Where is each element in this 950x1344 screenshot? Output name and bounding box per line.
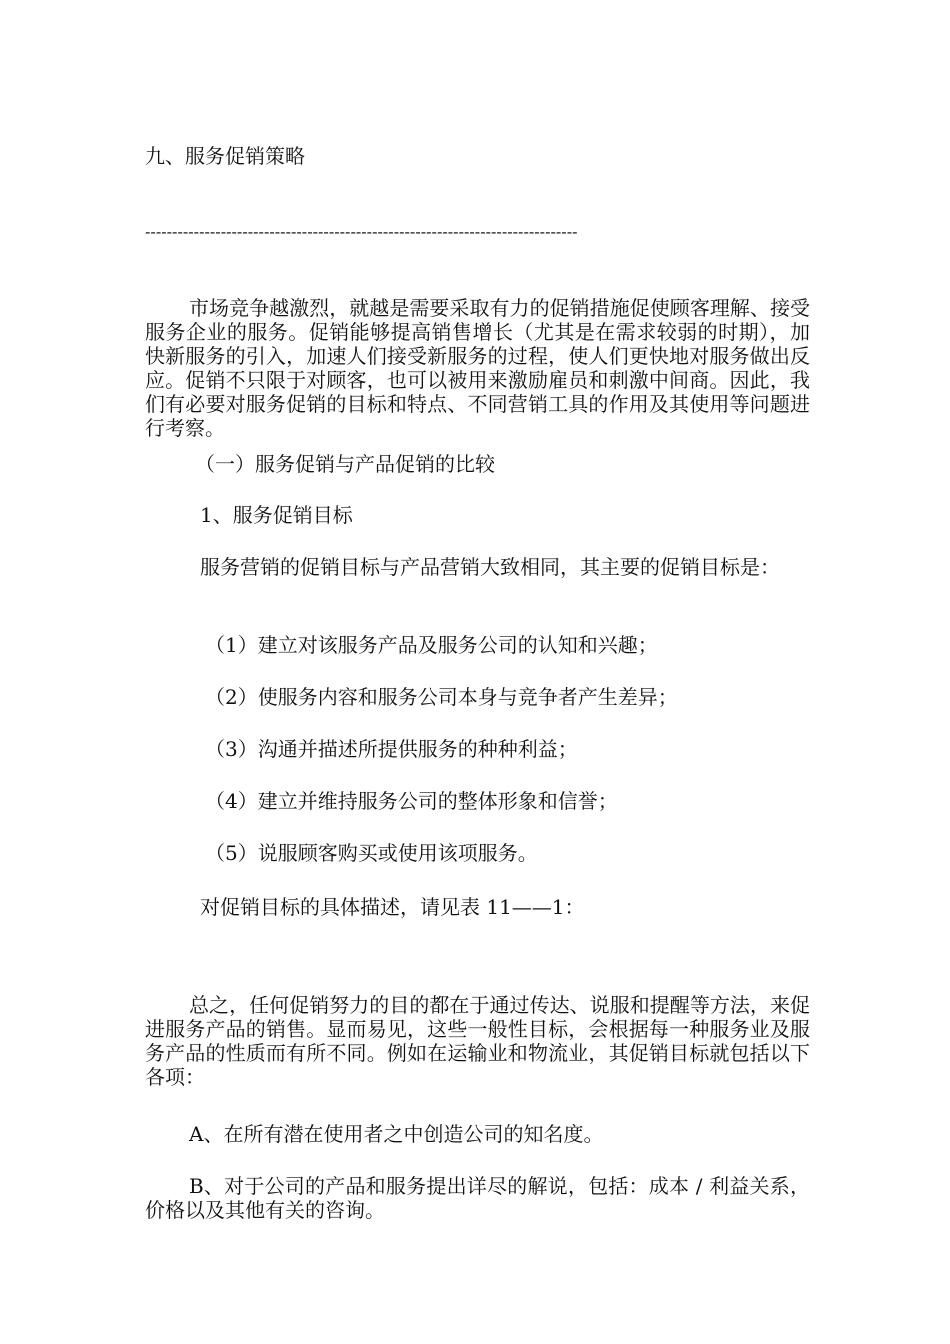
goal-item-5: （5）说服顾客购买或使用该项服务。 <box>205 841 538 865</box>
goal-item-3: （3）沟通并描述所提供服务的种种利益； <box>205 737 578 761</box>
divider-line: -------------------------------------------------------------------------------- <box>145 222 578 241</box>
intro-paragraph: 市场竞争越激烈，就越是需要采取有力的促销措施促使顾客理解、接受服务企业的服务。促销能够提高销售增长（尤其是在需求较弱的时期），加快新服务的引入，加速人们接受新服务的过程，使人们更快地对服务做出反应。促销不只限于对顾客，也可以被用来激励雇员和刺激中间商。因此，我们有必要对服务促销的目标和特点、不同营销工具的作用及其使用等问题进行考察。 <box>145 296 810 440</box>
goal-item-4: （4）建立并维持服务公司的整体形象和信誉； <box>205 789 618 813</box>
goal-item-1: （1）建立对该服务产品及服务公司的认知和兴趣； <box>205 633 658 657</box>
goals-intro-paragraph: 服务营销的促销目标与产品营销大致相同，其主要的促销目标是： <box>200 555 780 579</box>
goal-item-2: （2）使服务内容和服务公司本身与竞争者产生差异； <box>205 685 678 709</box>
summary-paragraph: 总之，任何促销努力的目的都在于通过传达、说服和提醒等方法，来促进服务产品的销售。显而易见，这些一般性目标，会根据每一种服务业及服务产品的性质而有所不同。例如在运输业和物流业，其促销目标就包括以下各项： <box>145 993 810 1089</box>
section-heading: 九、服务促销策略 <box>145 144 305 168</box>
goal-heading: 1、服务促销目标 <box>200 503 353 527</box>
list-item-a: A、在所有潜在使用者之中创造公司的知名度。 <box>189 1122 604 1146</box>
subsection-heading-1: （一）服务促销与产品促销的比较 <box>195 452 495 476</box>
table-reference: 对促销目标的具体描述，请见表 11——1： <box>200 895 585 919</box>
list-item-b: B、对于公司的产品和服务提出详尽的解说，包括：成本 / 利益关系，价格以及其他有关的咨询。 <box>145 1174 810 1222</box>
